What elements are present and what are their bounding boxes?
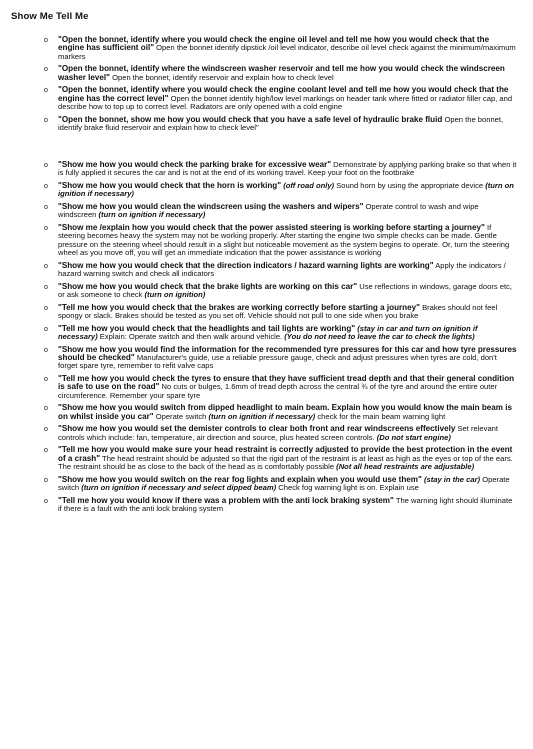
- question-text: "Open the bonnet, identify where you would check the engine coolant level and tell me how you would check that the engine has the correct level": [58, 85, 509, 103]
- list-item: [18, 375, 523, 400]
- list-item: [18, 262, 523, 279]
- bullet-icon: o: [44, 203, 48, 211]
- bullet-icon: o: [44, 182, 48, 190]
- list-item: [18, 182, 523, 199]
- list-item: [18, 425, 523, 442]
- list-item: [18, 283, 523, 300]
- section-gap: [18, 137, 523, 161]
- question-text: "Tell me how you would check the tyres to ensure that they have sufficient tread depth and that their general condition is safe to use on the road": [58, 374, 515, 392]
- question-text: "Tell me how you would make sure your head restraint is correctly adjusted to provide the best protection in the event of a crash": [58, 445, 513, 463]
- bullet-icon: o: [44, 304, 48, 312]
- note-text: (turn on ignition if necessary): [98, 210, 206, 220]
- answer-text: Explain: Operate switch and then walk around vehicle.: [97, 332, 285, 342]
- list-item: [18, 203, 523, 220]
- vehicle-check-list-cabin: [18, 161, 523, 514]
- list-item: [18, 36, 523, 61]
- list-item: [18, 65, 523, 82]
- question-text: "Show me how you would clean the windscreen using the washers and wipers": [58, 201, 364, 211]
- answer-text: Open the bonnet, identify brake fluid reservoir and explain how to check level": [58, 114, 504, 133]
- answer-text: Manufacturer's guide, use a reliable pressure gauge, check and adjust pressures when tyres are cold, don't forget spare tyre, remember to refit valve caps: [58, 353, 497, 371]
- list-item: [18, 476, 523, 493]
- answer-text: Demonstrate by applying parking brake so that when it is fully applied it secures the car and is not at the end of its working travel. Keep your foot on the footbrake: [58, 159, 517, 178]
- answer-text: Open the bonnet, identify reservoir and explain how to check level: [109, 72, 334, 82]
- bullet-icon: o: [44, 325, 48, 333]
- bullet-icon: o: [44, 283, 48, 291]
- question-text: "Tell me how you would check that the headlights and tail lights are working": [58, 323, 356, 333]
- note-text: (turn on ignition if necessary): [58, 180, 514, 199]
- question-text: "Open the bonnet, identify where the windscreen washer reservoir and tell me how you would check the windscreen washer level": [58, 64, 505, 82]
- list-item: [18, 116, 523, 133]
- note-text: (off road only): [281, 180, 335, 190]
- bullet-icon: o: [44, 262, 48, 270]
- question-text: "Show me how you would switch on the rear fog lights and explain when you would use them": [58, 474, 422, 484]
- answer-text: Apply the indicators / hazard warning switch and check all indicators: [58, 260, 506, 279]
- list-item: [18, 346, 523, 371]
- list-item: [18, 325, 523, 342]
- answer-text: Use reflections in windows, garage doors etc, or ask someone to check: [58, 281, 513, 300]
- note-text: (You do not need to leave the car to check the lights): [284, 332, 475, 342]
- list-item: [18, 446, 523, 471]
- question-text: "Open the bonnet, identify where you would check the engine oil level and tell me how you would check that the engine has sufficient oil": [58, 35, 490, 53]
- question-text: "Tell me how you would check that the brakes are working correctly before starting a journey": [58, 302, 420, 312]
- bullet-icon: o: [44, 87, 48, 95]
- bullet-icon: o: [44, 116, 48, 124]
- bullet-icon: o: [44, 346, 48, 354]
- bullet-icon: o: [44, 224, 48, 232]
- bullet-icon: o: [44, 497, 48, 505]
- question-text: "Show me how you would check the parking brake for excessive wear": [58, 159, 332, 169]
- note-text: (turn on ignition if necessary and select dipped beam): [81, 483, 277, 493]
- bullet-icon: o: [44, 66, 48, 74]
- note-text: (stay in car and turn on ignition if necessary): [58, 323, 478, 342]
- question-text: "Tell me how you would know if there was a problem with the anti lock braking system": [58, 495, 394, 505]
- bullet-icon: o: [44, 426, 48, 434]
- answer-text: Sound horn by using the appropriate device: [334, 180, 486, 190]
- question-text: "Show me how you would set the demister controls to clear both front and rear windscreens effectively: [58, 424, 456, 434]
- answer-text: Open the bonnet identify dipstick /oil level indicator, describe oil level check against the minimum/maximum markers: [58, 43, 516, 61]
- question-text: "Show me how you would check that the horn is working": [58, 180, 282, 190]
- page-title: Show Me Tell Me: [11, 11, 89, 22]
- list-item: [18, 86, 523, 111]
- list-item: [18, 161, 523, 178]
- note-text: (turn on ignition): [144, 290, 206, 300]
- bullet-icon: o: [44, 405, 48, 413]
- question-text: "Show me how you would check that the brake lights are working on this car": [58, 281, 358, 291]
- list-item: [18, 304, 523, 321]
- answer-text: If steering becomes heavy the system may not be working properly. After starting the engine two simple checks can be made. Gentle pressure on the steering wheel should result in a slight but noticeable movement as the system begins to operate. Or, turn the steering wheel as you move off, you will get an immediate indication that the power assistance is working: [58, 222, 510, 258]
- question-text: "Show me how you would check that the direction indicators / hazard warning lights are working": [58, 260, 434, 270]
- question-text: "Open the bonnet, show me how you would check that you have a safe level of hydraulic brake fluid: [58, 114, 443, 124]
- bullet-icon: o: [44, 161, 48, 169]
- note-text: (Do not start engine): [376, 432, 451, 442]
- answer-text: check for the main beam warning light: [315, 411, 446, 421]
- note-text: (Not all head restraints are adjustable): [336, 462, 475, 472]
- answer-text: The warning light should illuminate if there is a fault with the anti lock braking system: [58, 495, 513, 514]
- question-text: "Show me /explain how you would check that the power assisted steering is working before starting a journey": [58, 222, 485, 232]
- bullet-icon: o: [44, 476, 48, 484]
- vehicle-check-list-bonnet: [18, 36, 523, 133]
- note-text: (turn on ignition if necessary): [208, 411, 316, 421]
- answer-text: The head restraint should be adjusted so that the rigid part of the restraint is at least as high as the eyes or top of the ears. The restraint should be as close to the back of the head as is comfortably possible: [58, 453, 513, 472]
- list-item: [18, 404, 523, 421]
- question-text: "Show me how you would switch from dipped headlight to main beam. Explain how you would know the main beam is on whilst inside you car": [58, 403, 512, 421]
- answer-text: Operate control to wash and wipe windscreen: [58, 201, 479, 220]
- answer-text: Check fog warning light is on. Explain use: [276, 483, 419, 493]
- bullet-icon: o: [44, 376, 48, 384]
- bullet-icon: o: [44, 447, 48, 455]
- answer-text: Operate switch: [58, 474, 510, 493]
- answer-text: Brakes should not feel spongy or slack. Brakes should be tested as you set off. Vehicle should not pull to one side when you brake: [58, 302, 498, 321]
- question-text: "Show me how you would find the information for the recommended tyre pressures for this car and how tyre pressures should be checked": [58, 344, 517, 363]
- answer-text: No cuts or bulges, 1.6mm of tread depth across the central ¾ of the tyre and around the entire outer circumference. Remember your spare tyre: [58, 382, 498, 400]
- list-item: [18, 497, 523, 514]
- bullet-icon: o: [44, 37, 48, 44]
- answer-text: Open the bonnet identify high/low level markings on header tank where fitted or radiator filler cap, and describe how to top up to correct level. Radiators are only opened with a cold engine: [58, 93, 513, 112]
- list-item: [18, 224, 523, 258]
- answer-text: Set relevant controls which include: fan, temperature, air direction and source, plus heated screen controls.: [58, 424, 499, 442]
- answer-text: Operate switch: [153, 411, 209, 421]
- note-text: (stay in the car): [421, 474, 481, 484]
